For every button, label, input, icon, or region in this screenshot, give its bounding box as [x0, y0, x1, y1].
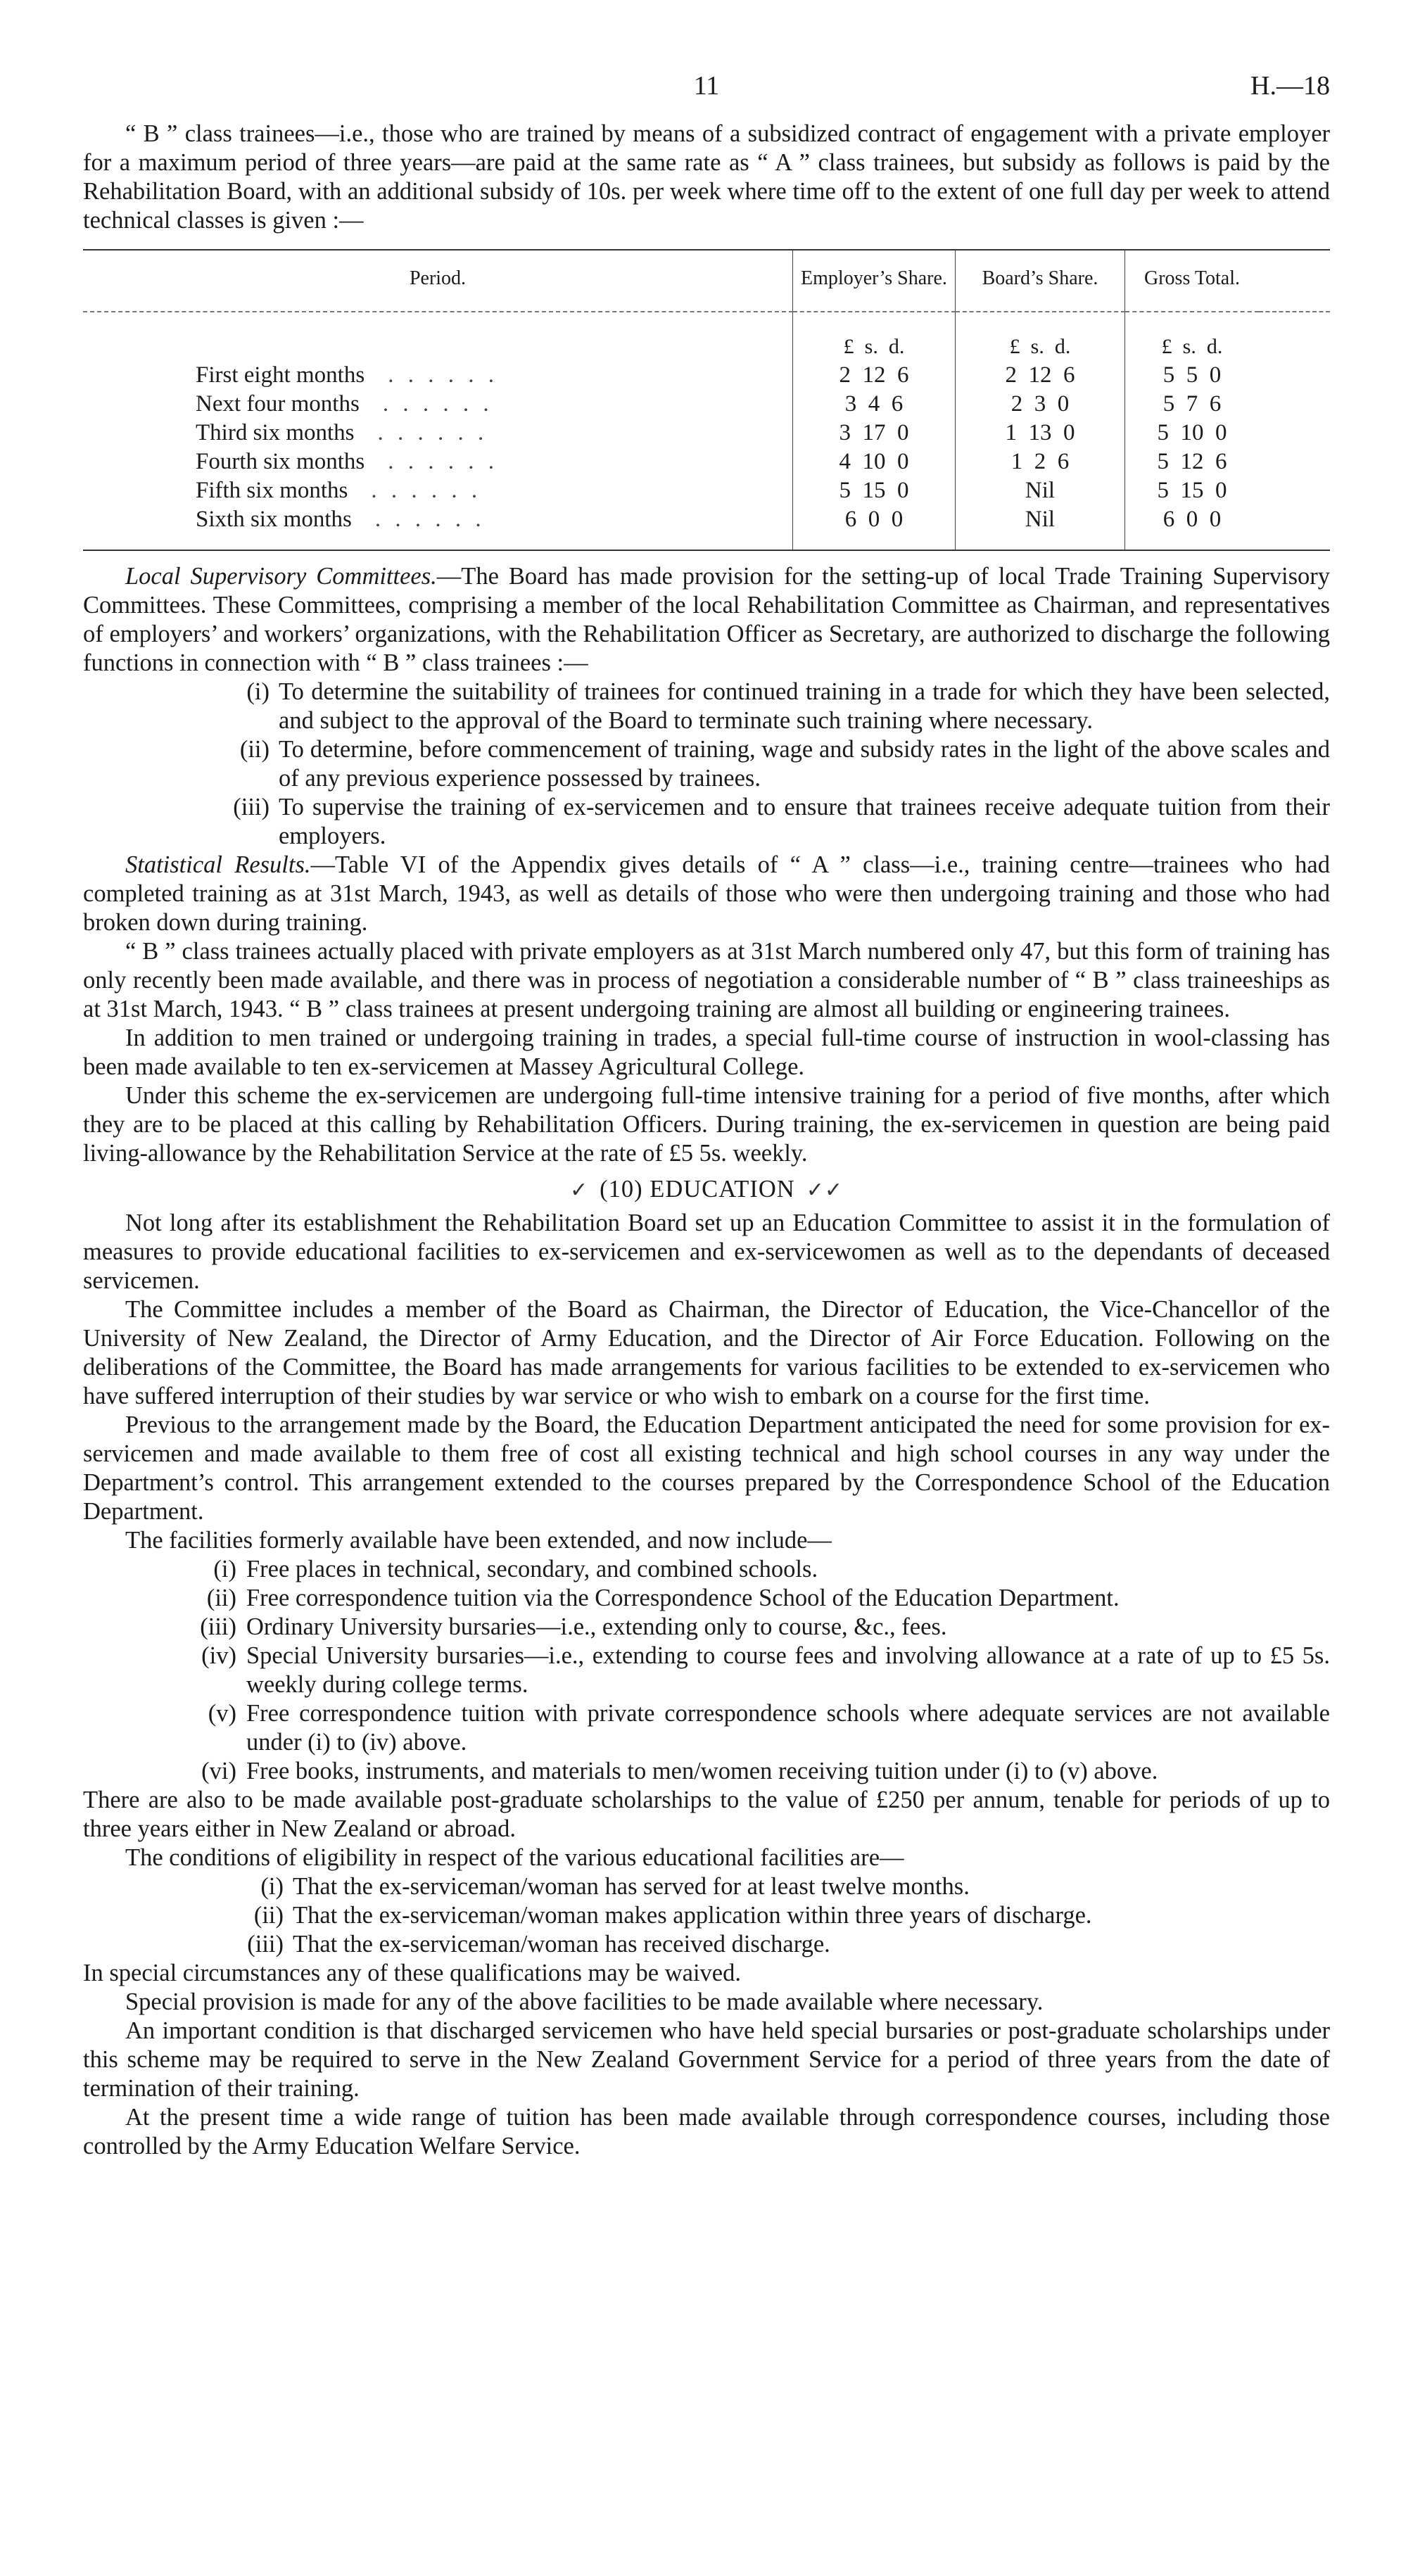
list-item-text: That the ex-serviceman/woman has received discharge. — [293, 1931, 830, 1958]
row-gross-total: 5 12 6 — [1125, 448, 1260, 476]
local-committees-title: Local Supervisory Committees. — [125, 563, 437, 590]
list-item-number: (i) — [213, 1556, 236, 1582]
list-item-number: (ii) — [253, 1902, 284, 1929]
education-paragraph-4: The facilities formerly available have been extended, and now include— — [125, 1527, 832, 1554]
units-gross: £ s. d. — [1125, 312, 1260, 361]
list-item-text: To determine the suitability of trainees for continued training in a trade for which they have been selected, and subject to the approval of the Board to terminate such training where necessary. — [279, 678, 1330, 734]
row-gross-total: 5 10 0 — [1125, 419, 1260, 448]
list-item-number: (i) — [260, 1873, 284, 1900]
list-item — [83, 793, 1330, 851]
statistical-results-title: Statistical Results. — [125, 851, 311, 878]
header-gross-total: Gross Total. — [1125, 250, 1260, 312]
list-item-number: (iii) — [233, 794, 270, 820]
row-period: First eight months — [196, 362, 365, 388]
check-mark-icon: ✓ — [570, 1178, 589, 1203]
table-header-row — [83, 250, 1330, 312]
list-item — [83, 1555, 1330, 1584]
page-header — [83, 70, 1330, 120]
list-item-number: (ii) — [239, 736, 270, 763]
list-item — [83, 1584, 1330, 1613]
row-employer-share: 2 12 6 — [793, 361, 956, 390]
units-employer: £ s. d. — [793, 312, 956, 361]
row-board-share: 2 12 6 — [956, 361, 1125, 390]
row-gross-total: 5 5 0 — [1125, 361, 1260, 390]
education-paragraph-2: The Committee includes a member of the Board as Chairman, the Director of Education, the Vice-Chancellor of the University of New Zealand, the Director of Army Education, and the Director of Air Force Education. Following on the deliberations of the Committee, the Board has made arrangements for various facilities to be extended to ex-servicemen who have suffered interruption of their studies by war service or who wish to embark on a course for the first time. — [83, 1296, 1330, 1409]
list-item-number: (iii) — [247, 1931, 284, 1958]
list-item — [83, 1613, 1330, 1642]
list-item-number: (v) — [208, 1700, 236, 1727]
subsidy-table — [83, 249, 1330, 551]
table-row — [83, 448, 1330, 476]
list-item-text: Special University bursaries—i.e., extending to course fees and involving allowance at a rate of up to £5 5s. weekly during college terms. — [246, 1642, 1330, 1698]
header-board-share: Board’s Share. — [956, 250, 1125, 312]
list-item-text: That the ex-serviceman/woman makes application within three years of discharge. — [293, 1902, 1092, 1929]
row-period: Next four months — [196, 391, 360, 417]
list-item — [83, 1699, 1330, 1757]
list-item-text: Ordinary University bursaries—i.e., extending only to course, &c., fees. — [246, 1613, 947, 1640]
row-leader: . . . . . . — [388, 449, 498, 474]
table-row — [83, 361, 1330, 390]
scheme-paragraph: Under this scheme the ex-servicemen are undergoing full-time intensive training for a period of five months, after which they are to be placed at this calling by Rehabilitation Officers. During training, the ex-servicemen in question are being paid living-allowance by the Rehabilitation Service at the rate of £5 5s. weekly. — [83, 1082, 1330, 1167]
row-board-share: Nil — [956, 476, 1125, 505]
education-paragraph-8: Special provision is made for any of the above facilities to be made available where necessary. — [125, 1988, 1044, 2015]
education-paragraph-6: The conditions of eligibility in respect of the various educational facilities are— — [125, 1844, 904, 1871]
list-item — [83, 678, 1330, 735]
row-gross-total: 5 7 6 — [1125, 390, 1260, 419]
table-row — [83, 419, 1330, 448]
table-row — [83, 390, 1330, 419]
table-row — [83, 505, 1330, 550]
row-leader: . . . . . . — [371, 478, 482, 503]
list-item-text: Free places in technical, secondary, and combined schools. — [246, 1556, 818, 1582]
b-class-paragraph: “ B ” class trainees actually placed with private employers as at 31st March numbered only 47, but this form of training has only recently been made available, and there was in process of negotiation a considerable number of “ B ” class traineeships as at 31st March, 1943. “ B ” class trainees at present undergoing training are almost all building or engineering trainees. — [83, 938, 1330, 1022]
document-page — [83, 70, 1330, 2161]
list-item — [83, 1642, 1330, 1699]
list-item-number: (iii) — [200, 1613, 236, 1640]
row-period: Fourth six months — [196, 449, 365, 474]
list-item-text: That the ex-serviceman/woman has served for at least twelve months. — [293, 1873, 970, 1900]
list-item-number: (iv) — [201, 1642, 236, 1669]
list-item — [83, 1757, 1330, 1786]
list-item-number: (i) — [246, 678, 270, 705]
education-paragraph-7: In special circumstances any of these qualifications may be waived. — [83, 1960, 741, 1986]
row-leader: . . . . . . — [374, 507, 486, 532]
list-item-text: Free correspondence tuition with private correspondence schools where adequate services are not available under (i) to (iv) above. — [246, 1700, 1330, 1756]
education-paragraph-3: Previous to the arrangement made by the Board, the Education Department anticipated the need for some provision for ex-servicemen and made available to them free of cost all existing technical and high school courses in any way under the Department’s control. This arrangement extended to the courses prepared by the Correspondence School of the Education Department. — [83, 1411, 1330, 1525]
units-board: £ s. d. — [956, 312, 1125, 361]
list-item — [83, 1901, 1330, 1930]
row-leader: . . . . . . — [377, 420, 488, 445]
local-committees-text: —The Board has made provision for the setting-up of local Trade Training Supervisory Committees. These Committees, comprising a member of the local Rehabilitation Committee as Chairman, and representatives of employers’ and workers’ organizations, with the Rehabilitation Officer as Secretary, are authorized to discharge the following functions in connection with “ B ” class trainees :— — [83, 563, 1330, 676]
list-item-text: Free books, instruments, and materials to men/women receiving tuition under (i) to (v) above. — [246, 1758, 1158, 1784]
education-facilities-list — [83, 1555, 1330, 1786]
row-period: Third six months — [196, 420, 355, 445]
header-period: Period. — [83, 250, 793, 312]
education-paragraph-5: There are also to be made available post-graduate scholarships to the value of £250 per annum, tenable for periods of up to three years either in New Zealand or abroad. — [83, 1787, 1330, 1842]
eligibility-conditions-list — [83, 1872, 1330, 1959]
statistical-results-text: —Table VI of the Appendix gives details of “ A ” class—i.e., training centre—trainees who had completed training as at 31st March, 1943, as well as details of those who were then undergoing training and those who had broken down during training. — [83, 851, 1330, 936]
education-heading-text: (10) EDUCATION — [600, 1176, 795, 1203]
education-paragraph-10: At the present time a wide range of tuition has been made available through correspondence courses, including those controlled by the Army Education Welfare Service. — [83, 2104, 1330, 2159]
list-item-number: (ii) — [206, 1585, 236, 1611]
education-heading — [83, 1175, 1330, 1205]
list-item-text: To supervise the training of ex-servicemen and to ensure that trainees receive adequate tuition from their employers. — [279, 794, 1330, 849]
statistical-results-paragraph — [83, 851, 1330, 937]
header-employer-share: Employer’s Share. — [793, 250, 956, 312]
row-leader: . . . . . . — [388, 362, 498, 388]
row-gross-total: 6 0 0 — [1125, 505, 1260, 550]
row-employer-share: 3 17 0 — [793, 419, 956, 448]
row-period: Fifth six months — [196, 478, 348, 503]
list-item-text: Free correspondence tuition via the Correspondence School of the Education Department. — [246, 1585, 1120, 1611]
education-paragraph-1: Not long after its establishment the Rehabilitation Board set up an Education Committee to assist it in the formulation of measures to provide educational facilities to ex-servicemen and ex-servicewomen as well as to the dependants of deceased servicemen. — [83, 1210, 1330, 1294]
row-employer-share: 3 4 6 — [793, 390, 956, 419]
list-item — [83, 1872, 1330, 1901]
row-employer-share: 5 15 0 — [793, 476, 956, 505]
row-board-share: 2 3 0 — [956, 390, 1125, 419]
committee-functions-list — [83, 678, 1330, 851]
wool-classing-paragraph: In addition to men trained or undergoing training in trades, a special full-time course of instruction in wool-classing has been made available to ten ex-servicemen at Massey Agricultural College. — [83, 1024, 1330, 1080]
table-row — [83, 476, 1330, 505]
row-employer-share: 6 0 0 — [793, 505, 956, 550]
education-paragraph-9: An important condition is that discharged servicemen who have held special bursaries or post-graduate scholarships under this scheme may be required to serve in the New Zealand Government Service for a period of three years from the date of termination of their training. — [83, 2017, 1330, 2102]
intro-paragraph: “ B ” class trainees—i.e., those who are trained by means of a subsidized contract of engagement with a private employer for a maximum period of three years—are paid at the same rate as “ A ” class trainees, but subsidy as follows is paid by the Rehabilitation Board, with an additional subsidy of 10s. per week where time off to the extent of one full day per week to attend technical classes is given :— — [83, 120, 1330, 234]
row-board-share: 1 2 6 — [956, 448, 1125, 476]
document-reference: H.—18 — [1250, 71, 1330, 101]
list-item-text: To determine, before commencement of training, wage and subsidy rates in the light of the above scales and of any previous experience possessed by trainees. — [279, 736, 1330, 792]
row-board-share: 1 13 0 — [956, 419, 1125, 448]
list-item — [83, 735, 1330, 793]
row-board-share: Nil — [956, 505, 1125, 550]
page-number: 11 — [693, 71, 720, 101]
row-leader: . . . . . . — [382, 391, 493, 417]
list-item — [83, 1930, 1330, 1959]
table-units-row — [83, 312, 1330, 361]
local-committees-paragraph — [83, 562, 1330, 678]
row-employer-share: 4 10 0 — [793, 448, 956, 476]
double-check-mark-icon: ✓✓ — [806, 1178, 843, 1203]
row-period: Sixth six months — [196, 507, 352, 532]
row-gross-total: 5 15 0 — [1125, 476, 1260, 505]
list-item-number: (vi) — [201, 1758, 236, 1784]
